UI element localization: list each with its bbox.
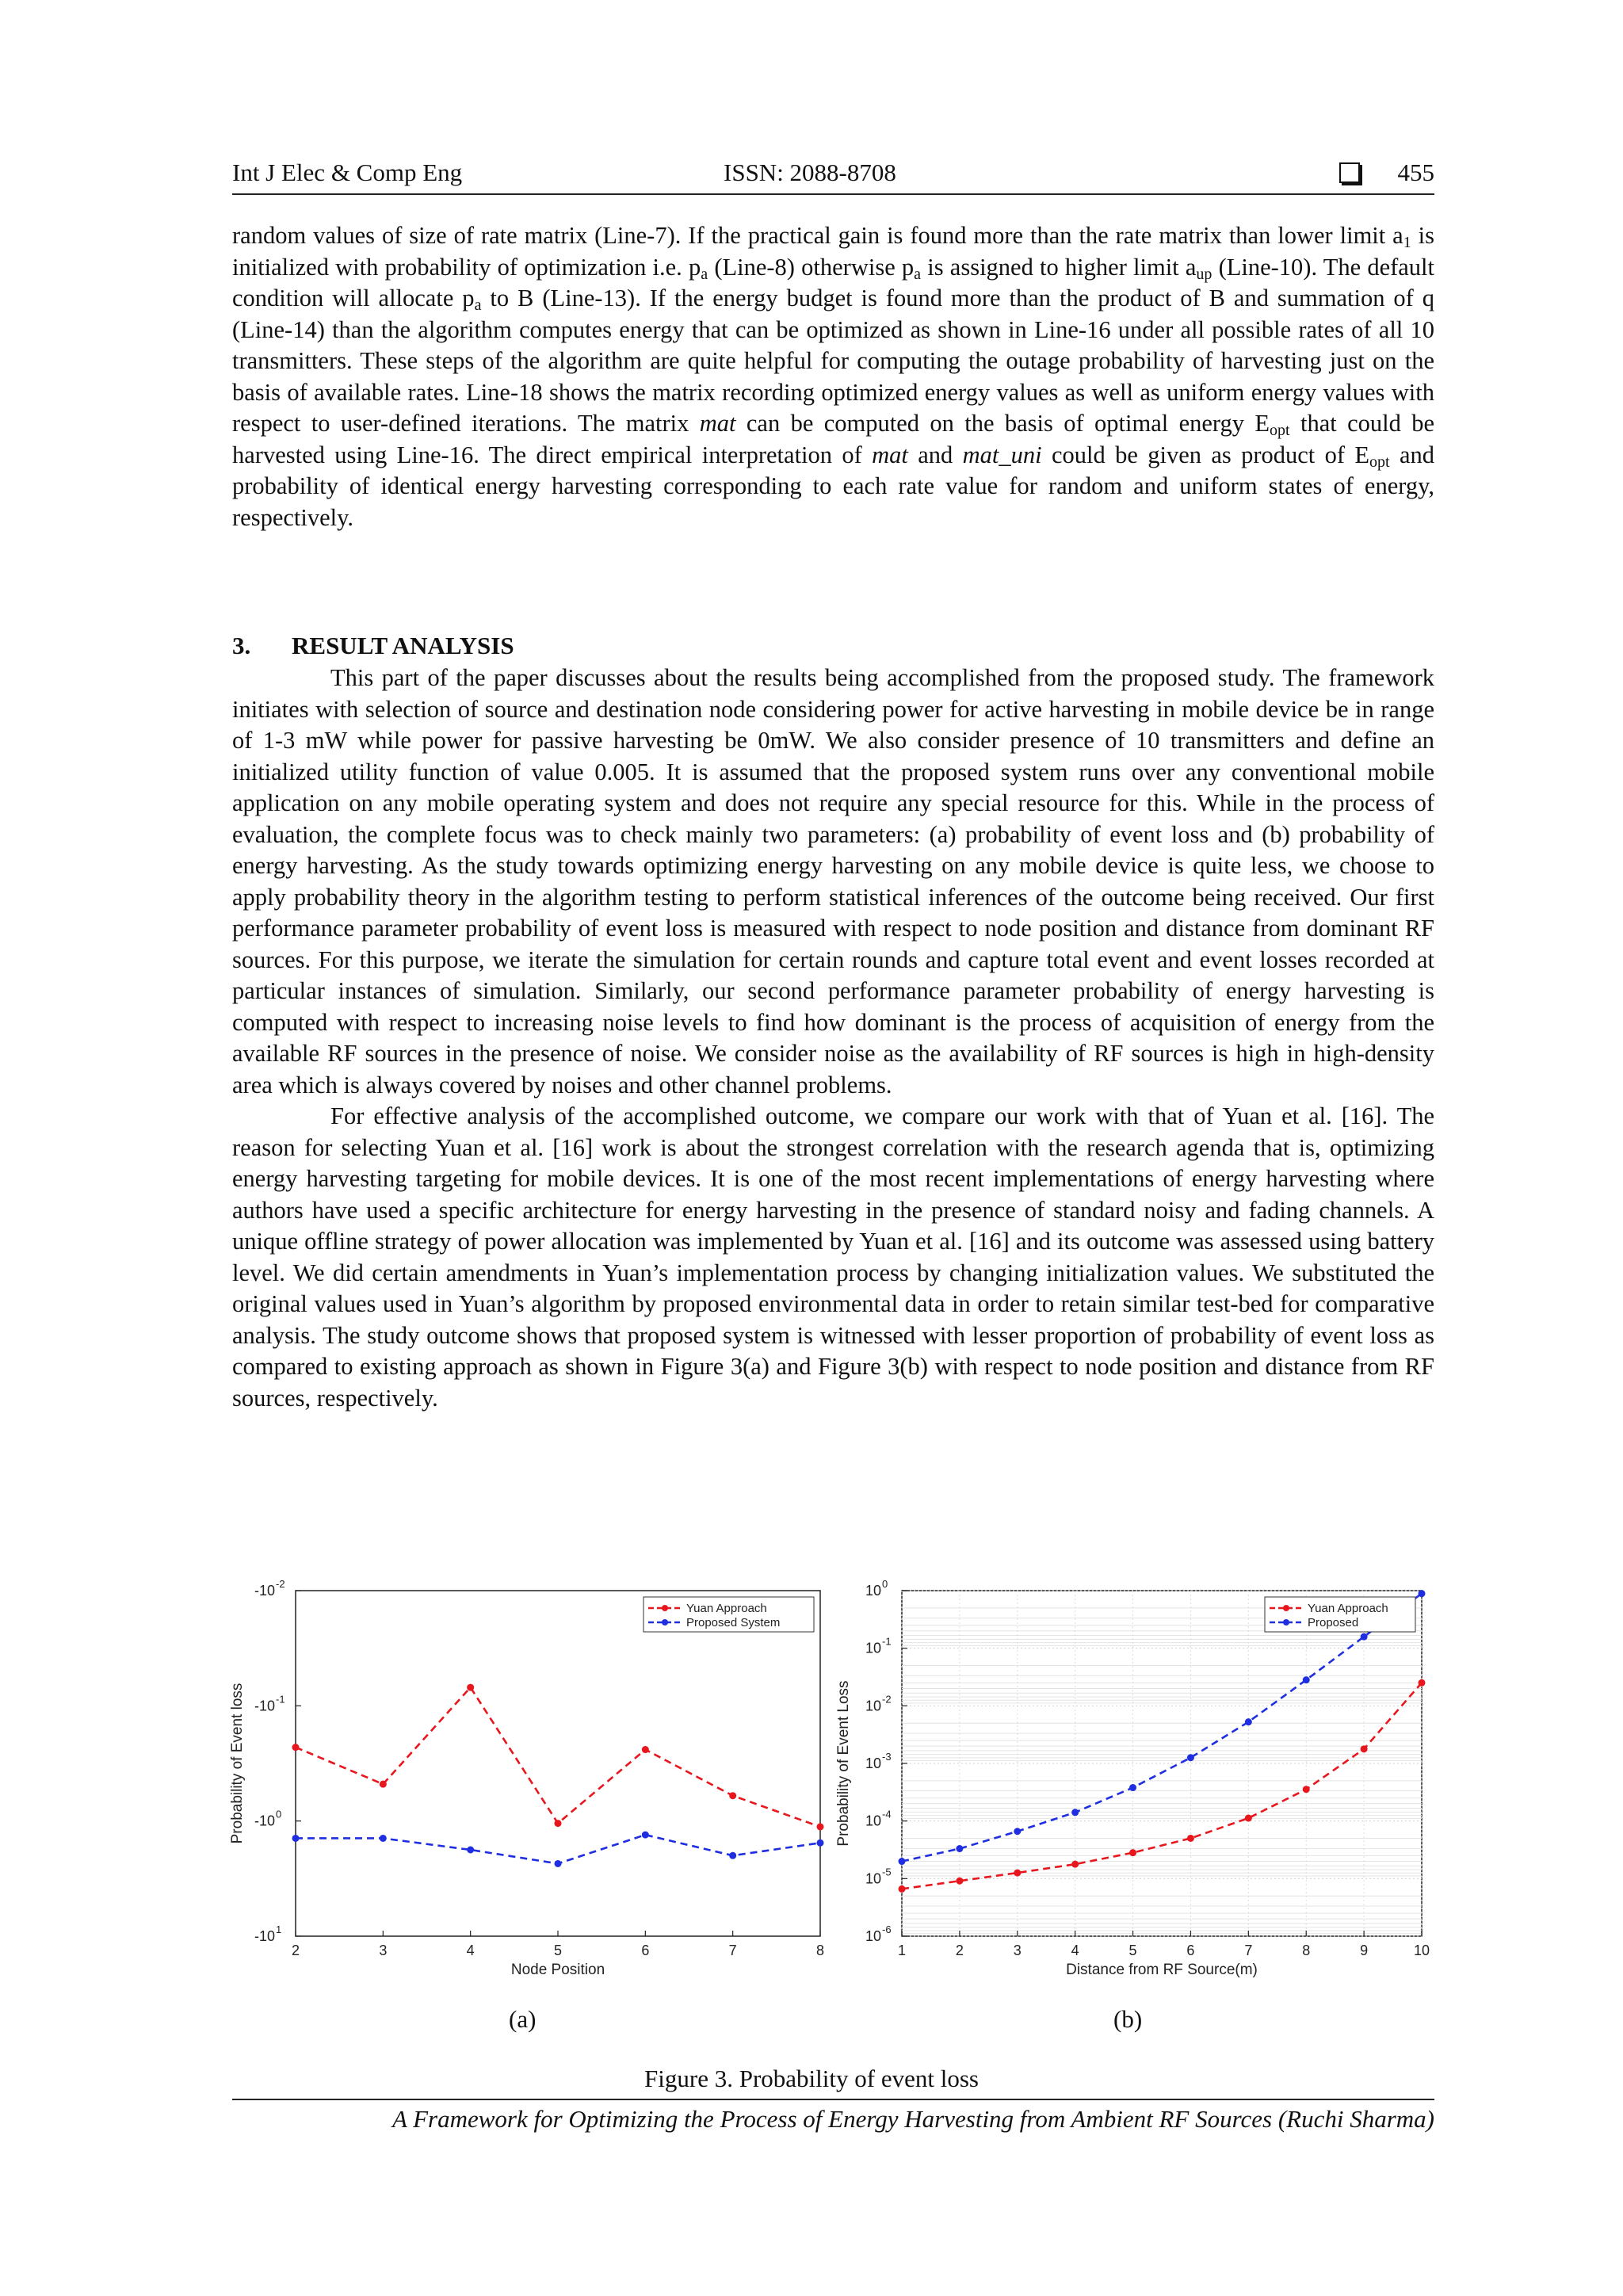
section-title: RESULT ANALYSIS [292,632,514,659]
y-tick-label: 10 [865,1755,881,1771]
legend-marker [662,1605,668,1611]
data-point [555,1860,562,1867]
data-point [899,1858,906,1865]
text-run: that could be harvested using Line-16. The direct empirical interpretation of [232,410,1434,468]
y-tick-label: 10 [865,1813,881,1829]
data-point [1187,1835,1194,1842]
y-tick-label: 10 [865,1698,881,1714]
figure-label-a: (a) [509,2005,537,2033]
data-point [729,1852,736,1859]
y-tick-exponent: -1 [882,1635,892,1648]
data-point [817,1839,824,1847]
x-tick-label: 2 [291,1943,300,1958]
data-point [1361,1633,1368,1641]
italic-term: mat [699,410,736,437]
data-point [956,1845,963,1852]
data-point [642,1832,649,1839]
paragraph-3: For effective analysis of the accomplished outcome, we compare our work with that of Yuan et al. [16]. The reason for selecting Yuan et al. [16] work is about the strongest correlation with the research agenda that is, optimizing energy harvesting targeting for mobile devices. It is one of the most recent implementations of energy harvesting where authors have used a specific architecture for energy harvesting in the presence of standard noisy and fading channels. A unique offline strategy of power allocation was implemented by Yuan et al. [16] and its outcome was assessed using battery level. We did certain amendments in Yuan’s implementation process by changing initialization values. We substituted the original values used in Yuan’s algorithm by proposed environmental data in order to retain similar test-bed for comparative analysis. The study outcome shows that proposed system is witnessed with lesser proportion of probability of event loss as compared to existing approach as shown in Figure 3(a) and Figure 3(b) with respect to node position and distance from RF sources, respectively. [232,1102,1434,1412]
data-point [292,1835,300,1842]
x-tick-label: 8 [815,1943,825,1958]
data-point [380,1835,387,1842]
data-point [292,1744,300,1751]
legend-label: Proposed [1308,1616,1359,1629]
x-tick-label: 10 [1413,1943,1430,1958]
x-tick-label: 6 [641,1943,650,1958]
y-tick-label: 10 [865,1583,881,1599]
figure-label-b: (b) [1113,2005,1143,2033]
x-tick-label: 8 [1302,1943,1311,1958]
x-tick-label: 4 [1071,1943,1079,1958]
data-point [467,1684,474,1691]
text-run: to B (Line-13). If the energy budget is found more than the product of B and summation of q (Line-14) than the algorithm computes energy that can be optimized as shown in Line-16 under all possible rates of all 10 transmitters. These steps of the algorithm are quite helpful for computing the outage probability of harvesting just on the basis of available rates. Line-18 shows the matrix recording optimized energy values as well as uniform energy values with respect to user-defined iterations. The matrix [232,285,1434,437]
y-tick-label: -10 [254,1928,275,1944]
data-point [1129,1784,1136,1791]
subscript: a [914,265,922,283]
subscript: opt [1369,453,1390,471]
section-number: 3. [232,632,251,659]
chart-a-svg [226,1557,852,1985]
y-tick-exponent: -3 [882,1751,892,1763]
x-tick-label: 1 [897,1943,907,1958]
journal-name: Int J Elec & Comp Eng [232,159,463,186]
y-tick-exponent: -1 [276,1693,285,1706]
x-tick-label: 4 [466,1943,475,1958]
y-tick-label: -10 [254,1813,275,1829]
x-axis-label: Distance from RF Source(m) [1066,1962,1258,1978]
data-point [1303,1786,1310,1793]
x-tick-label: 3 [379,1943,388,1958]
legend-label: Yuan Approach [686,1602,767,1615]
data-point [1014,1870,1021,1877]
x-tick-label: 7 [728,1943,737,1958]
subscript: opt [1270,422,1290,439]
data-point [1129,1849,1136,1856]
data-point [1245,1718,1252,1725]
page-footer: A Framework for Optimizing the Process of Energy Harvesting from Ambient RF Sources (Ruchi Sharma) [232,2099,1434,2134]
data-point [1303,1676,1310,1683]
y-axis-label: Probability of Event Loss [835,1680,852,1847]
italic-term: mat_uni [962,441,1042,468]
data-point [729,1792,736,1799]
text-run: can be computed on the basis of optimal energy E [735,410,1270,437]
y-tick-label: 10 [865,1640,881,1656]
page-number: 455 [1397,159,1434,186]
paragraph-1 [232,220,1434,533]
chart-b-svg [835,1557,1442,1985]
text-run: is assigned to higher limit a [921,253,1197,281]
data-point [642,1746,649,1753]
figure-caption: Figure 3. Probability of event loss [644,2065,979,2092]
x-axis-label: Node Position [510,1962,605,1978]
result-analysis-body [232,663,1434,1414]
text-run: is initialized with probability of optimization i.e. p [232,222,1434,281]
data-point [1419,1679,1426,1687]
legend-label: Yuan Approach [1308,1602,1388,1615]
text-run: could be given as product of E [1041,441,1370,468]
y-tick-exponent: -5 [882,1866,892,1878]
text-run: (Line-8) otherwise p [708,253,915,281]
data-point [1419,1590,1426,1597]
y-tick-exponent: 1 [276,1924,282,1935]
text-run: and probability of identical energy harvesting corresponding to each rate value for random and uniform states of energy, respectively. [232,441,1435,531]
y-tick-label: 10 [865,1870,881,1887]
y-tick-label: -10 [254,1698,275,1714]
subscript: a [701,265,708,283]
square-icon [1339,162,1360,183]
legend-marker [1283,1619,1289,1626]
text-run: and [907,441,963,468]
subscript: 1 [1403,234,1411,251]
data-point [555,1820,562,1827]
x-tick-label: 5 [1128,1943,1137,1958]
y-tick-label: 10 [865,1928,881,1944]
data-point [1071,1809,1079,1816]
data-point [899,1885,906,1893]
subscript: a [474,296,482,314]
figure-3b [835,1557,1442,1985]
legend-marker [662,1619,668,1626]
data-point [467,1847,474,1854]
y-tick-exponent: 0 [276,1808,282,1820]
legend-label: Proposed System [686,1616,781,1629]
x-tick-label: 5 [553,1943,563,1958]
data-point [1187,1754,1194,1761]
data-point [956,1878,963,1885]
data-point [817,1823,824,1830]
subscript: up [1196,265,1212,283]
y-tick-exponent: -2 [276,1578,285,1590]
page-number-group [1339,159,1435,187]
x-tick-label: 9 [1360,1943,1369,1958]
data-point [1071,1861,1079,1868]
y-tick-exponent: -6 [882,1924,892,1935]
data-point [380,1781,387,1788]
paragraph-2: This part of the paper discusses about the results being accomplished from the proposed study. The framework initiates with selection of source and destination node considering power for active harvesting in mobile device be in range of 1-3 mW while power for passive harvesting be 0mW. We also consider presence of 10 transmitters and define an initialized utility function of value 0.005. It is assumed that the proposed system runs over any conventional mobile application on any mobile operating system and does not require any special resource for this. While in the process of evaluation, the complete focus was to check mainly two parameters: (a) probability of event loss and (b) probability of energy harvesting. As the study towards optimizing energy harvesting on any mobile device is quite less, we choose to apply probability theory in the algorithm testing to perform statistical inferences of the outcome being received. Our first performance parameter probability of event loss is measured with respect to node position and distance from dominant RF sources. For this purpose, we iterate the simulation for certain rounds and capture total event and event losses recorded at particular instances of simulation. Similarly, our second performance parameter probability of energy harvesting is computed with respect to increasing noise levels to find how dominant is the process of acquisition of energy from the available RF sources in the presence of noise. We consider noise as the availability of RF sources is high in high-density area which is always covered by noises and other channel problems. [232,664,1434,1098]
text-run: random values of size of rate matrix (Line-7). If the practical gain is found more than the rate matrix than lower limit a [232,222,1403,249]
y-axis-label: Probability of Event loss [229,1683,246,1844]
x-tick-label: 7 [1244,1943,1253,1958]
data-point [1245,1815,1252,1822]
data-point [1361,1745,1368,1752]
y-tick-exponent: -2 [882,1693,892,1706]
italic-term: mat [872,441,908,468]
x-tick-label: 2 [955,1943,964,1958]
data-point [1014,1828,1021,1835]
figure-3a [226,1557,852,1985]
section-heading [232,632,514,660]
y-tick-label: -10 [254,1583,275,1599]
x-tick-label: 3 [1013,1943,1022,1958]
issn: ISSN: 2088-8708 [724,159,896,186]
page-header [232,155,1434,195]
x-tick-label: 6 [1186,1943,1195,1958]
text-run: (Line-10). The default condition will allocate p [232,253,1434,311]
y-tick-exponent: 0 [882,1578,888,1590]
y-tick-exponent: -4 [882,1808,892,1820]
plot-area [296,1591,820,1936]
legend-marker [1283,1605,1289,1611]
